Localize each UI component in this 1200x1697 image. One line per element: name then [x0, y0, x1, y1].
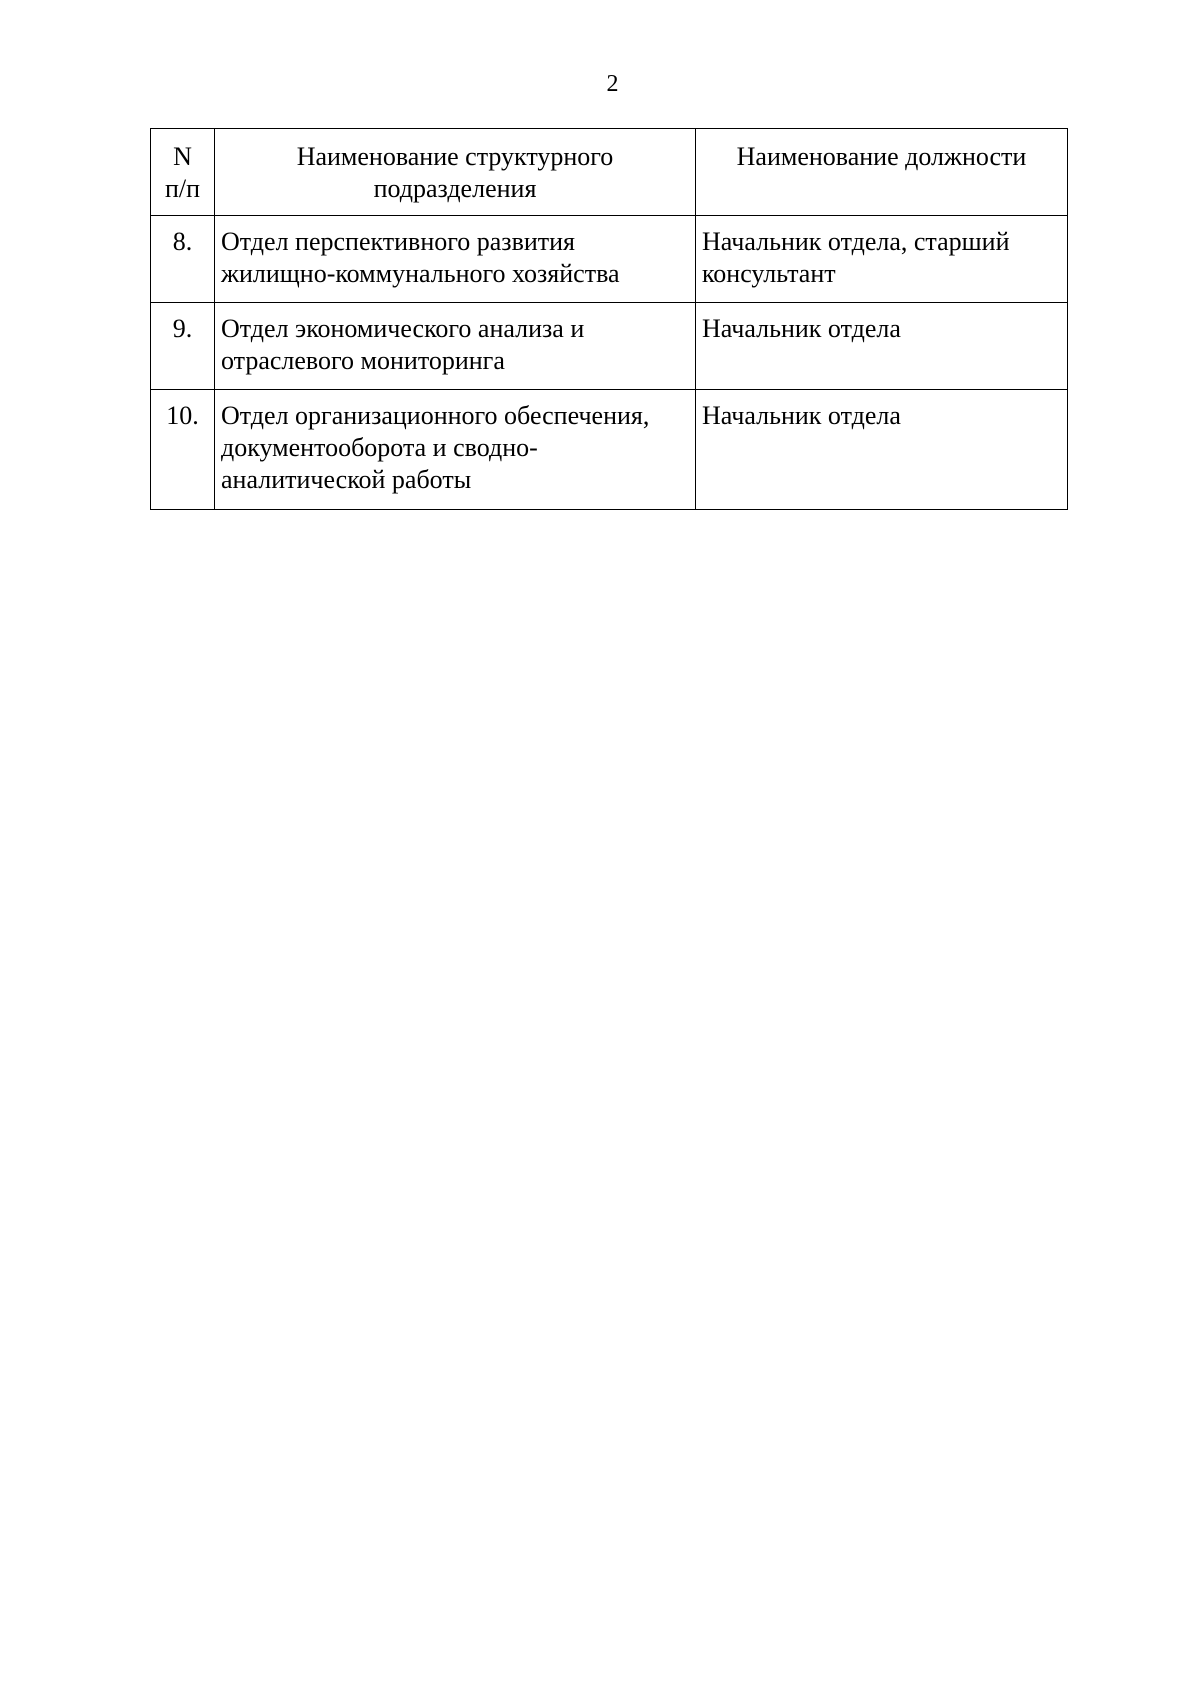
- department-line: аналитической работы: [221, 465, 472, 494]
- department-cell: [215, 216, 696, 303]
- header-position-cell: [696, 129, 1068, 216]
- department-line: отраслевого мониторинга: [221, 346, 505, 375]
- header-number-line: п/п: [164, 174, 201, 203]
- header-number-line: N: [173, 142, 192, 171]
- header-department-cell: [215, 129, 696, 216]
- department-line: Отдел перспективного развития: [221, 227, 575, 256]
- position-cell: [696, 390, 1068, 510]
- department-line: Отдел экономического анализа и: [221, 314, 585, 343]
- row-number: 9.: [172, 314, 193, 343]
- department-line: документооборота и сводно-: [221, 433, 538, 462]
- position-cell: [696, 216, 1068, 303]
- table-row: [151, 303, 1068, 390]
- header-position-line: Наименование должности: [736, 142, 1027, 171]
- row-number-cell: [151, 216, 215, 303]
- header-department-line: Наименование структурного: [296, 142, 614, 171]
- header-number-cell: [151, 129, 215, 216]
- row-number-cell: [151, 303, 215, 390]
- table-row: [151, 390, 1068, 510]
- positions-table: [150, 128, 1068, 510]
- department-cell: [215, 390, 696, 510]
- position-line: Начальник отдела: [702, 401, 901, 430]
- row-number-cell: [151, 390, 215, 510]
- department-cell: [215, 303, 696, 390]
- department-line: Отдел организационного обеспечения,: [221, 401, 650, 430]
- position-line: Начальник отдела: [702, 314, 901, 343]
- table-row: [151, 216, 1068, 303]
- table-header-row: [151, 129, 1068, 216]
- page-number: 2: [606, 71, 619, 97]
- department-line: жилищно-коммунального хозяйства: [221, 259, 620, 288]
- row-number: 8.: [172, 227, 193, 256]
- position-cell: [696, 303, 1068, 390]
- position-line: Начальник отдела, старший: [702, 227, 1010, 256]
- header-department-line: подразделения: [373, 174, 537, 203]
- position-line: консультант: [702, 259, 836, 288]
- row-number: 10.: [166, 401, 199, 430]
